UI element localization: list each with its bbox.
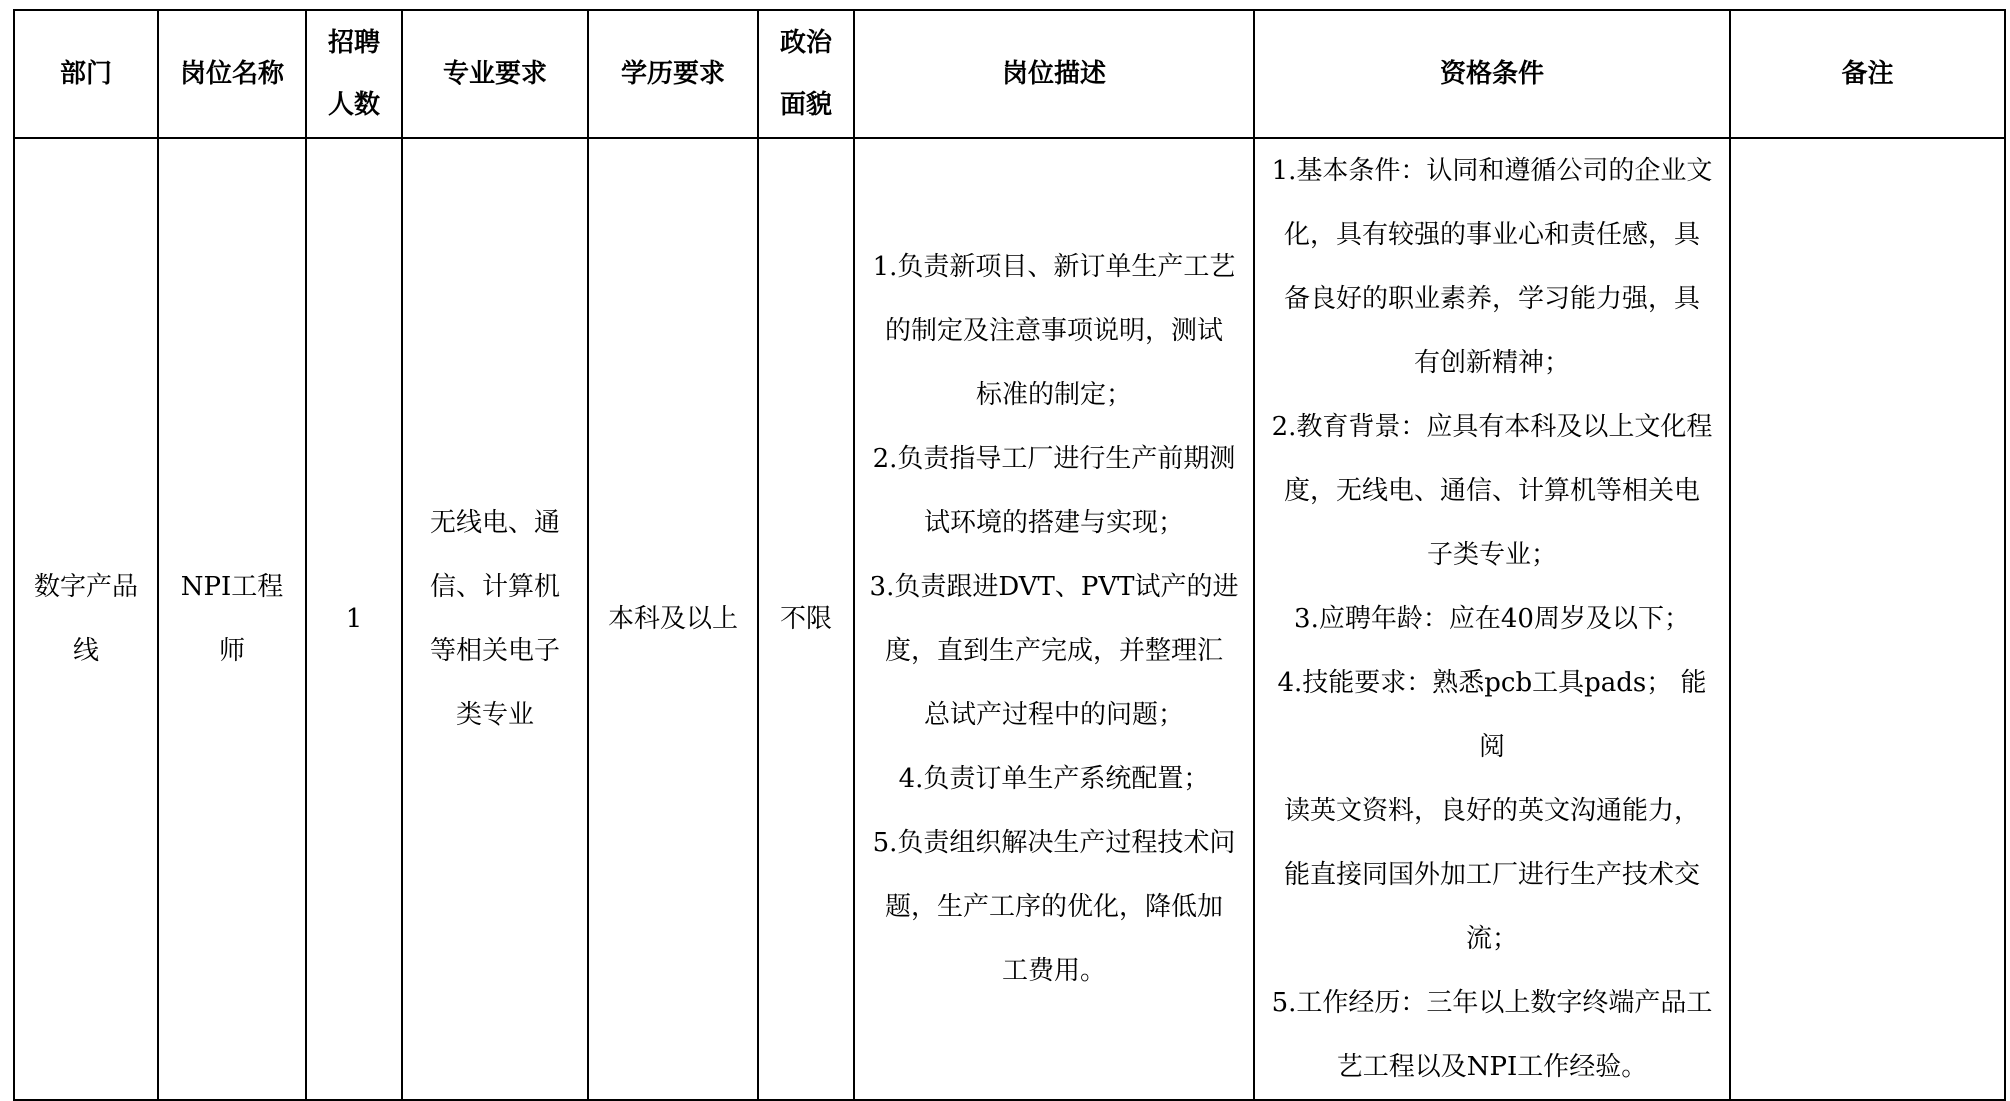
cell-remarks [1730,138,2005,1100]
header-qualifications: 资格条件 [1254,10,1730,138]
cell-education: 本科及以上 [588,138,758,1100]
cell-department: 数字产品 线 [14,138,158,1100]
header-headcount: 招聘 人数 [306,10,402,138]
cell-headcount: 1 [306,138,402,1100]
job-posting-table [13,9,2006,1101]
header-major: 专业要求 [402,10,588,138]
cell-qualifications: 1.基本条件：认同和遵循公司的企业文 化，具有较强的事业心和责任感，具 备良好的职业素养，学习能力强，具 有创新精神； 2.教育背景：应具有本科及以上文化程 度，无线电、通信、计算机等相关电 子类专业； 3.应聘年龄：应在40周岁及以下； 4.技能要求：熟悉pcb工具pads； 能阅 读英文资料，良好的英文沟通能力， 能直接同国外加工厂进行生产技术交 流； 5.工作经历：三年以上数字终端产品工 艺工程以及NPI工作经验。 [1254,138,1730,1100]
header-political: 政治 面貌 [758,10,854,138]
header-remarks: 备注 [1730,10,2005,138]
header-description: 岗位描述 [854,10,1254,138]
cell-description: 1.负责新项目、新订单生产工艺 的制定及注意事项说明，测试 标准的制定； 2.负责指导工厂进行生产前期测 试环境的搭建与实现； 3.负责跟进DVT、PVT试产的进 度，直到生产完成，并整理汇 总试产过程中的问题； 4.负责订单生产系统配置； 5.负责组织解决生产过程技术问 题，生产工序的优化，降低加 工费用。 [854,138,1254,1100]
header-education: 学历要求 [588,10,758,138]
header-position: 岗位名称 [158,10,306,138]
cell-major: 无线电、通 信、计算机 等相关电子 类专业 [402,138,588,1100]
cell-position: NPI工程 师 [158,138,306,1100]
header-department: 部门 [14,10,158,138]
header-row [14,10,2005,138]
table-row [14,138,2005,1100]
cell-political: 不限 [758,138,854,1100]
